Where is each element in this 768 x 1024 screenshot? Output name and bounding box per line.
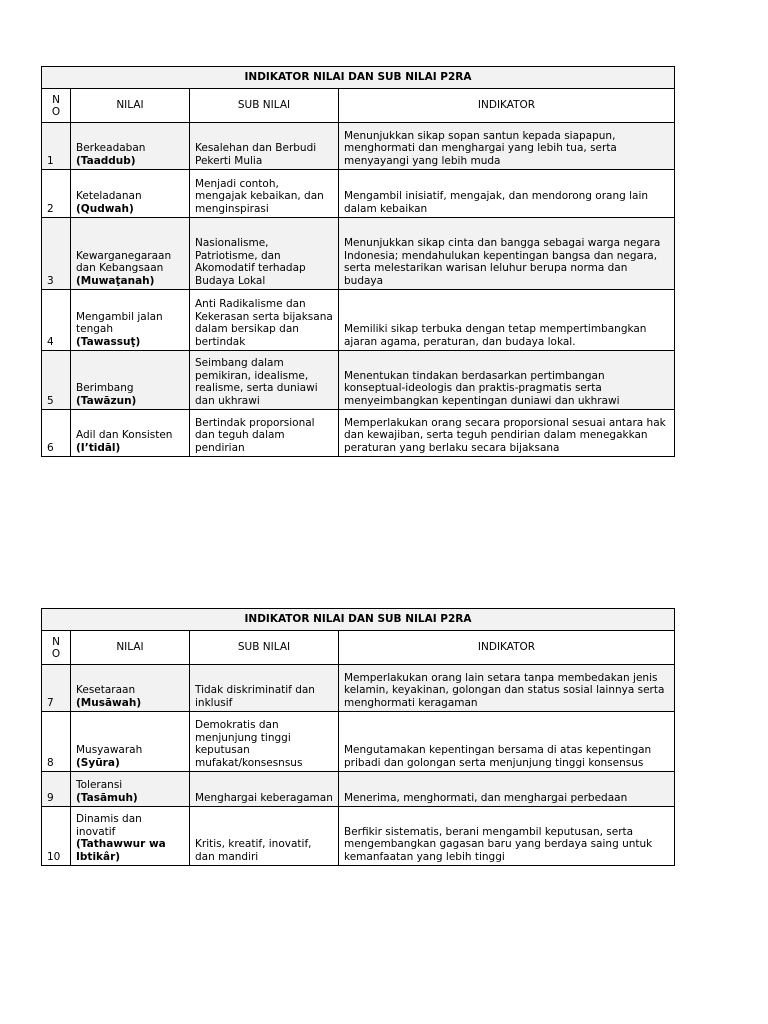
table-row bbox=[42, 123, 675, 170]
nilai-name: Adil dan Konsisten bbox=[76, 429, 173, 441]
indicator-table-2 bbox=[41, 608, 675, 866]
sub-nilai-cell: Kesalehan dan Berbudi Pekerti Mulia bbox=[190, 123, 339, 170]
nilai-name: Mengambil jalan tengah bbox=[76, 310, 163, 335]
table-row bbox=[42, 351, 675, 410]
nilai-term: (I’tidāl) bbox=[76, 441, 121, 454]
nilai-term: (Musāwah) bbox=[76, 696, 142, 709]
table-row bbox=[42, 218, 675, 290]
nilai-term: (Tathawwur wa Ibtikâr) bbox=[76, 838, 166, 863]
indikator-cell: Menunjukkan sikap cinta dan bangga sebagai warga negara Indonesia; mendahulukan kepentingan bangsa dan negara, serta melestarikan warisan leluhur berupa norma dan budaya bbox=[339, 218, 675, 290]
nilai-cell bbox=[71, 123, 190, 170]
sub-nilai-cell: Kritis, kreatif, inovatif, dan mandiri bbox=[190, 807, 339, 866]
row-number: 3 bbox=[42, 218, 71, 290]
row-number: 8 bbox=[42, 712, 71, 772]
nilai-cell bbox=[71, 170, 190, 218]
sub-nilai-cell: Seimbang dalam pemikiran, idealisme, realisme, serta duniawi dan ukhrawi bbox=[190, 351, 339, 410]
nilai-term: (Muwaṭanah) bbox=[76, 274, 155, 287]
nilai-cell bbox=[71, 410, 190, 457]
nilai-name: Toleransi bbox=[76, 779, 123, 791]
indikator-cell: Berfikir sistematis, berani mengambil keputusan, serta mengembangkan gagasan baru yang berdaya saing untuk kemanfaatan yang lebih tinggi bbox=[339, 807, 675, 866]
nilai-term: (Taaddub) bbox=[76, 154, 136, 167]
nilai-cell bbox=[71, 665, 190, 712]
table-row bbox=[42, 665, 675, 712]
nilai-name: Kesetaraan bbox=[76, 684, 136, 696]
row-number: 10 bbox=[42, 807, 71, 866]
sub-nilai-cell: Menjadi contoh, mengajak kebaikan, dan menginspirasi bbox=[190, 170, 339, 218]
nilai-cell bbox=[71, 712, 190, 772]
row-number: 4 bbox=[42, 290, 71, 351]
nilai-cell bbox=[71, 218, 190, 290]
indikator-cell: Mengutamakan kepentingan bersama di atas kepentingan pribadi dan golongan serta menjunjung tinggi konsensus bbox=[339, 712, 675, 772]
column-header-nilai: NILAI bbox=[71, 89, 190, 123]
nilai-term: (Tawāzun) bbox=[76, 394, 137, 407]
table-row bbox=[42, 290, 675, 351]
column-header-no: N O bbox=[42, 89, 71, 123]
row-number: 2 bbox=[42, 170, 71, 218]
row-number: 9 bbox=[42, 772, 71, 807]
nilai-name: Dinamis dan inovatif bbox=[76, 813, 142, 838]
table-title: INDIKATOR NILAI DAN SUB NILAI P2RA bbox=[42, 67, 675, 89]
column-header-nilai: NILAI bbox=[71, 631, 190, 665]
nilai-name: Berkeadaban bbox=[76, 142, 146, 154]
nilai-term: (Syūra) bbox=[76, 756, 120, 769]
sub-nilai-cell: Demokratis dan menjunjung tinggi keputusan mufakat/konsesnsus bbox=[190, 712, 339, 772]
table-row bbox=[42, 170, 675, 218]
sub-nilai-cell: Tidak diskriminatif dan inklusif bbox=[190, 665, 339, 712]
column-header-sub-nilai: SUB NILAI bbox=[190, 631, 339, 665]
nilai-name: Kewarganegaraan dan Kebangsaan bbox=[76, 249, 172, 274]
column-header-no: N O bbox=[42, 631, 71, 665]
nilai-name: Musyawarah bbox=[76, 744, 143, 756]
indikator-cell: Menentukan tindakan berdasarkan pertimbangan konseptual-ideologis dan praktis-pragmatis serta menyeimbangkan kepentingan duniawi dan ukhrawi bbox=[339, 351, 675, 410]
column-header-indikator: INDIKATOR bbox=[339, 89, 675, 123]
row-number: 7 bbox=[42, 665, 71, 712]
indikator-cell: Memiliki sikap terbuka dengan tetap mempertimbangkan ajaran agama, peraturan, dan budaya lokal. bbox=[339, 290, 675, 351]
column-header-indikator: INDIKATOR bbox=[339, 631, 675, 665]
row-number: 5 bbox=[42, 351, 71, 410]
table-row bbox=[42, 807, 675, 866]
nilai-cell bbox=[71, 351, 190, 410]
row-number: 1 bbox=[42, 123, 71, 170]
row-number: 6 bbox=[42, 410, 71, 457]
nilai-name: Berimbang bbox=[76, 382, 134, 394]
nilai-cell bbox=[71, 290, 190, 351]
table-title: INDIKATOR NILAI DAN SUB NILAI P2RA bbox=[42, 609, 675, 631]
indikator-cell: Menunjukkan sikap sopan santun kepada siapapun, menghormati dan menghargai yang lebih tua, serta menyayangi yang lebih muda bbox=[339, 123, 675, 170]
nilai-term: (Qudwah) bbox=[76, 202, 134, 215]
sub-nilai-cell: Menghargai keberagaman bbox=[190, 772, 339, 807]
sub-nilai-cell: Nasionalisme, Patriotisme, dan Akomodatif terhadap Budaya Lokal bbox=[190, 218, 339, 290]
nilai-cell bbox=[71, 807, 190, 866]
indikator-cell: Memperlakukan orang secara proporsional sesuai antara hak dan kewajiban, serta teguh pendirian dalam menegakkan peraturan yang berlaku secara bijaksana bbox=[339, 410, 675, 457]
sub-nilai-cell: Anti Radikalisme dan Kekerasan serta bijaksana dalam bersikap dan bertindak bbox=[190, 290, 339, 351]
table-row bbox=[42, 410, 675, 457]
nilai-term: (Tawassuṭ) bbox=[76, 335, 141, 348]
indikator-cell: Menerima, menghormati, dan menghargai perbedaan bbox=[339, 772, 675, 807]
nilai-cell bbox=[71, 772, 190, 807]
nilai-name: Keteladanan bbox=[76, 190, 142, 202]
indicator-table-1 bbox=[41, 66, 675, 457]
column-header-sub-nilai: SUB NILAI bbox=[190, 89, 339, 123]
sub-nilai-cell: Bertindak proporsional dan teguh dalam pendirian bbox=[190, 410, 339, 457]
indikator-cell: Memperlakukan orang lain setara tanpa membedakan jenis kelamin, keyakinan, golongan dan status sosial lainnya serta menghormati keragaman bbox=[339, 665, 675, 712]
table-row bbox=[42, 712, 675, 772]
nilai-term: (Tasāmuh) bbox=[76, 791, 138, 804]
table-row bbox=[42, 772, 675, 807]
indikator-cell: Mengambil inisiatif, mengajak, dan mendorong orang lain dalam kebaikan bbox=[339, 170, 675, 218]
